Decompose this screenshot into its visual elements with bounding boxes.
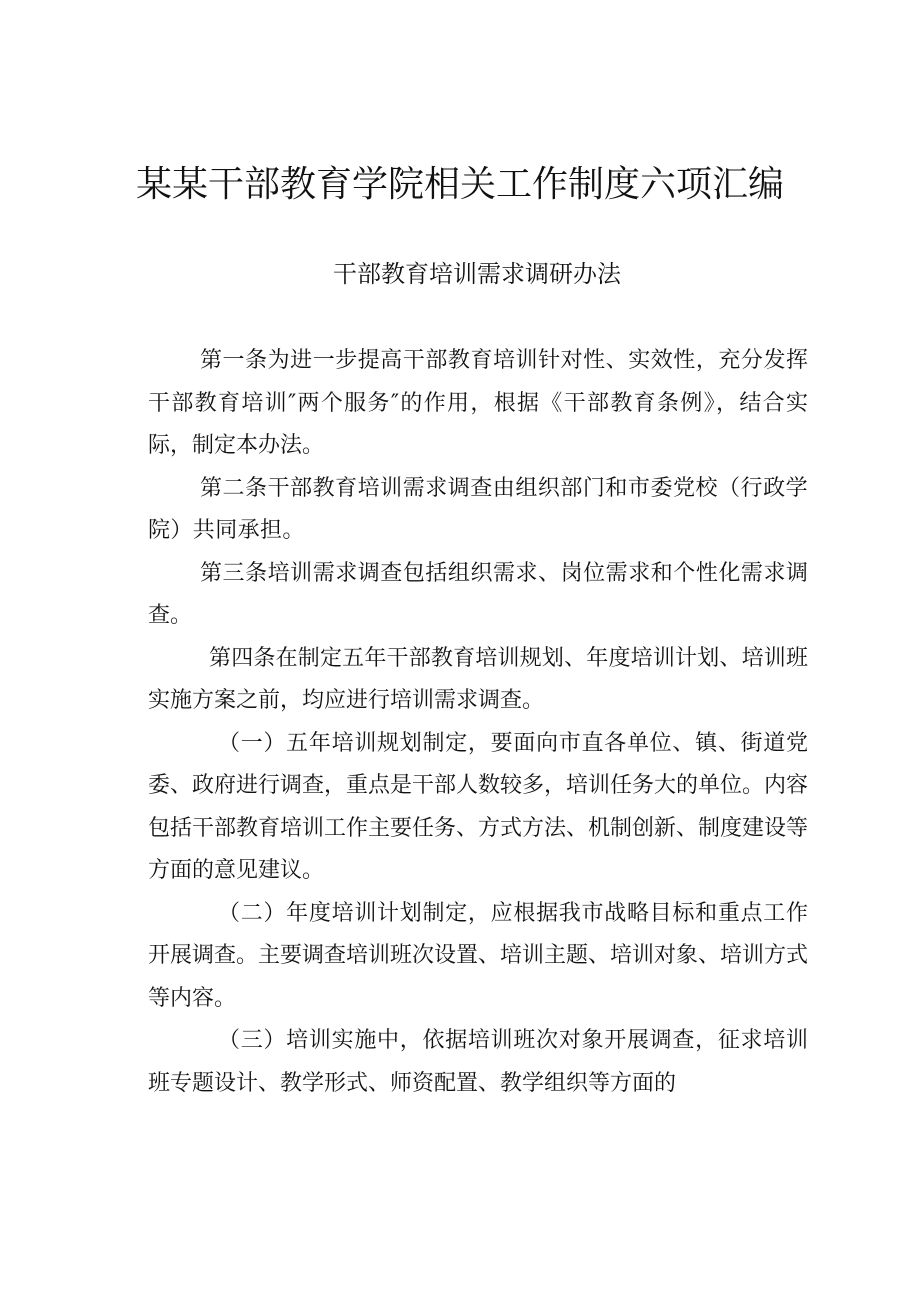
article-1-paragraph: 第一条为进一步提高干部教育培训针对性、实效性，充分发挥干部教育培训″两个服务″的作用，根据《干部教育条例》，结合实际，制定本办法。	[148, 348, 808, 458]
article-3-paragraph: 第三条培训需求调查包括组织需求、岗位需求和个性化需求调查。	[148, 560, 808, 628]
article-4-paragraph: 第四条在制定五年干部教育培训规划、年度培训计划、培训班实施方案之前，均应进行培训需求调查。	[148, 645, 808, 713]
document-body	[148, 340, 808, 1105]
document-subtitle: 干部教育培训需求调研办法	[333, 260, 621, 288]
item-1-paragraph: （一）五年培训规划制定，要面向市直各单位、镇、街道党委、政府进行调查，重点是干部人数较多，培训任务大的单位。内容包括干部教育培训工作主要任务、方式方法、机制创新、制度建设等方面的意见建议。	[148, 730, 809, 883]
document-title: 某某干部教育学院相关工作制度六项汇编	[135, 164, 784, 205]
item-2-paragraph: （二）年度培训计划制定，应根据我市战略目标和重点工作开展调查。主要调查培训班次设置、培训主题、培训对象、培训方式等内容。	[148, 900, 809, 1011]
item-3-paragraph: （三）培训实施中，依据培训班次对象开展调查，征求培训班专题设计、教学形式、师资配置、教学组织等方面的	[148, 1028, 808, 1096]
article-2-paragraph: 第二条干部教育培训需求调查由组织部门和市委党校（行政学院）共同承担。	[148, 475, 808, 543]
